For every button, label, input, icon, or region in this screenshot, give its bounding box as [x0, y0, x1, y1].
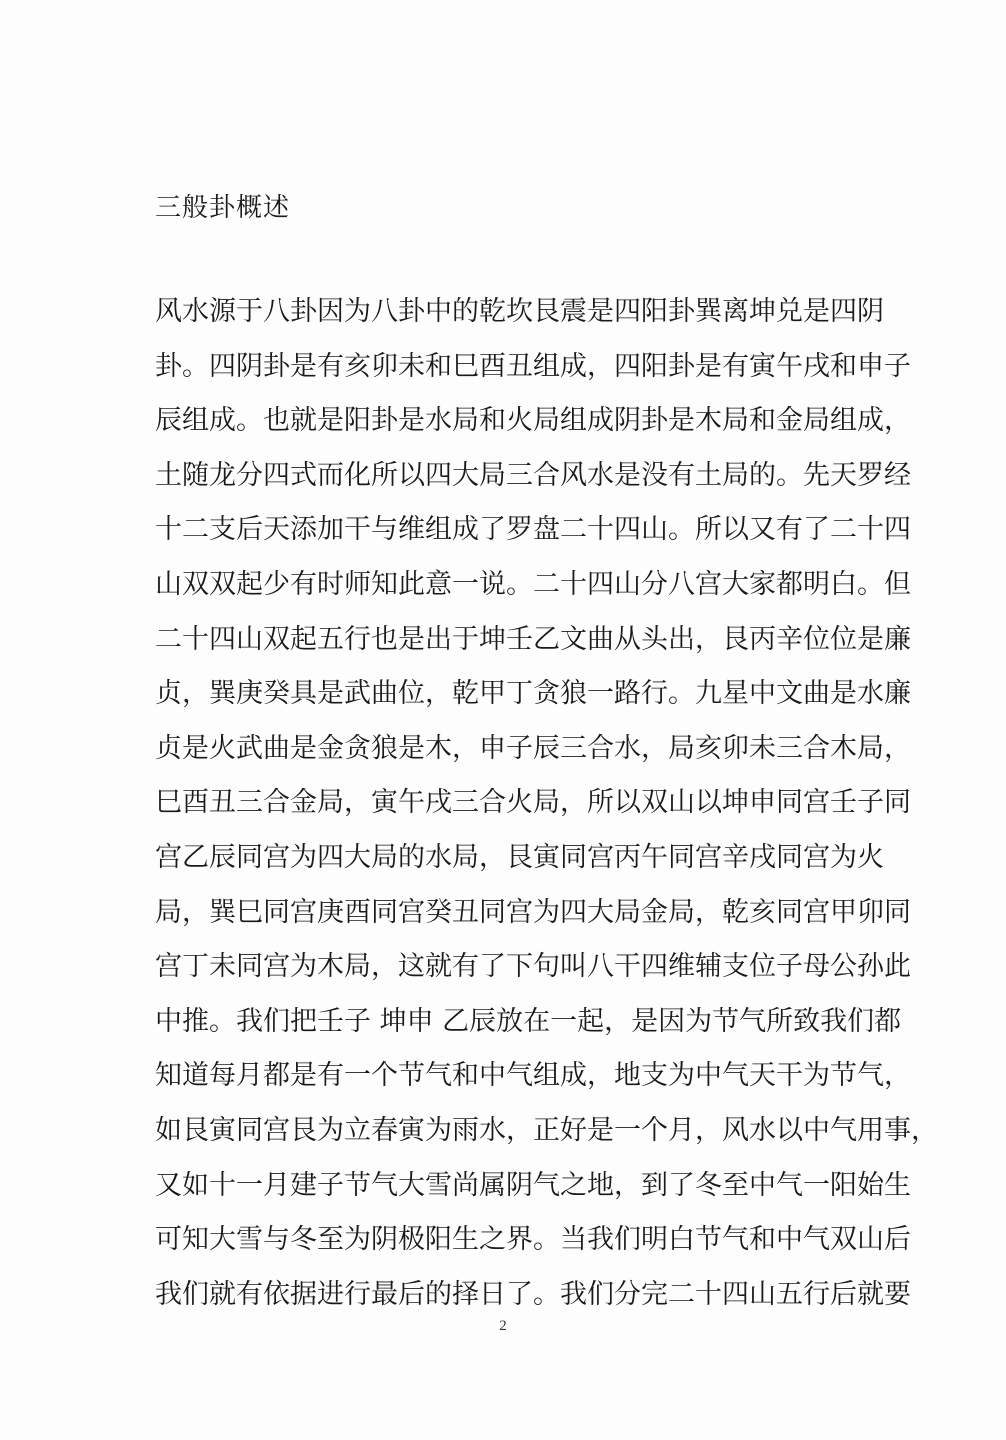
- text-line: 十二支后天添加干与维组成了罗盘二十四山。所以又有了二十四: [155, 514, 911, 546]
- text-line: 山双双起少有时师知此意一说。二十四山分八宫大家都明白。但: [155, 568, 911, 600]
- body-text: [155, 290, 938, 1327]
- text-line: 卦。四阴卦是有亥卯未和巳酉丑组成，四阳卦是有寅午戌和申子: [155, 350, 911, 382]
- text-line: 中推。我们把壬子 坤申 乙辰放在一起，是因为节气所致我们都: [155, 1005, 902, 1037]
- text-line: 宫乙辰同宫为四大局的水局，艮寅同宫丙午同宫辛戌同宫为火: [155, 841, 884, 873]
- text-line: 辰组成。也就是阳卦是水局和火局组成阴卦是木局和金局组成，: [155, 405, 911, 437]
- text-line: 我们就有依据进行最后的择日了。我们分完二十四山五行后就要: [155, 1278, 911, 1310]
- text-line: 土随龙分四式而化所以四大局三合风水是没有土局的。先天罗经: [155, 459, 911, 491]
- text-line: 可知大雪与冬至为阴极阳生之界。当我们明白节气和中气双山后: [155, 1224, 911, 1256]
- text-line: 又如十一月建子节气大雪尚属阴气之地，到了冬至中气一阳始生: [155, 1169, 911, 1201]
- text-line: 如艮寅同宫艮为立春寅为雨水，正好是一个月，风水以中气用事，: [155, 1114, 938, 1146]
- text-line: 风水源于八卦因为八卦中的乾坎艮震是四阳卦巽离坤兑是四阴: [155, 296, 884, 327]
- text-line: 贞，巽庚癸具是武曲位，乾甲丁贪狼一路行。九星中文曲是水廉: [155, 678, 911, 710]
- document-title: 三般卦概述: [155, 193, 291, 223]
- text-line: 宫丁未同宫为木局，这就有了下句叫八干四维辅支位子母公孙此: [155, 951, 911, 983]
- text-line: 贞是火武曲是金贪狼是木，申子辰三合水，局亥卯未三合木局，: [155, 732, 911, 764]
- text-line: 巳酉丑三合金局，寅午戌三合火局，所以双山以坤申同宫壬子同: [155, 787, 911, 819]
- text-line: 二十四山双起五行也是出于坤壬乙文曲从头出，艮丙辛位位是廉: [155, 623, 911, 655]
- text-line: 局，巽巳同宫庚酉同宫癸丑同宫为四大局金局，乾亥同宫甲卯同: [155, 896, 911, 928]
- page-number: 2: [499, 1318, 507, 1334]
- text-line: 知道每月都是有一个节气和中气组成，地支为中气天干为节气，: [155, 1060, 911, 1092]
